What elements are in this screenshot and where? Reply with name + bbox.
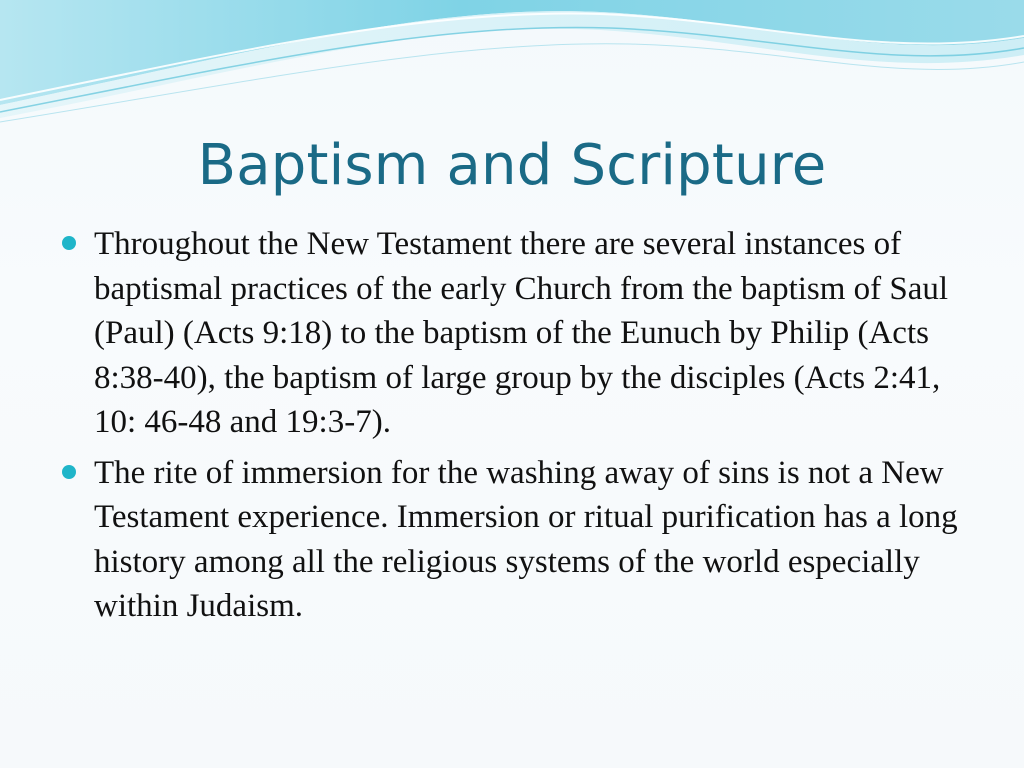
bullet-item [62, 451, 962, 629]
decorative-wave-header [0, 0, 1024, 130]
bullet-dot-icon [62, 236, 76, 250]
bullet-item [62, 222, 962, 445]
bullet-dot-icon [62, 465, 76, 479]
slide-title: Baptism and Scripture [197, 133, 827, 198]
bullet-text: The rite of immersion for the washing away of sins is not a New Testament experience. Immersion or ritual purification has a long history among all the religious systems of the world especially within Judaism. [94, 454, 958, 624]
bullet-list [62, 222, 962, 635]
bullet-text: Throughout the New Testament there are several instances of baptismal practices of the early Church from the baptism of Saul (Paul) (Acts 9:18) to the baptism of the Eunuch by Philip (Acts 8:38-40), the baptism of large group by the disciples (Acts 2:41, 10: 46-48 and 19:3-7). [94, 226, 949, 440]
